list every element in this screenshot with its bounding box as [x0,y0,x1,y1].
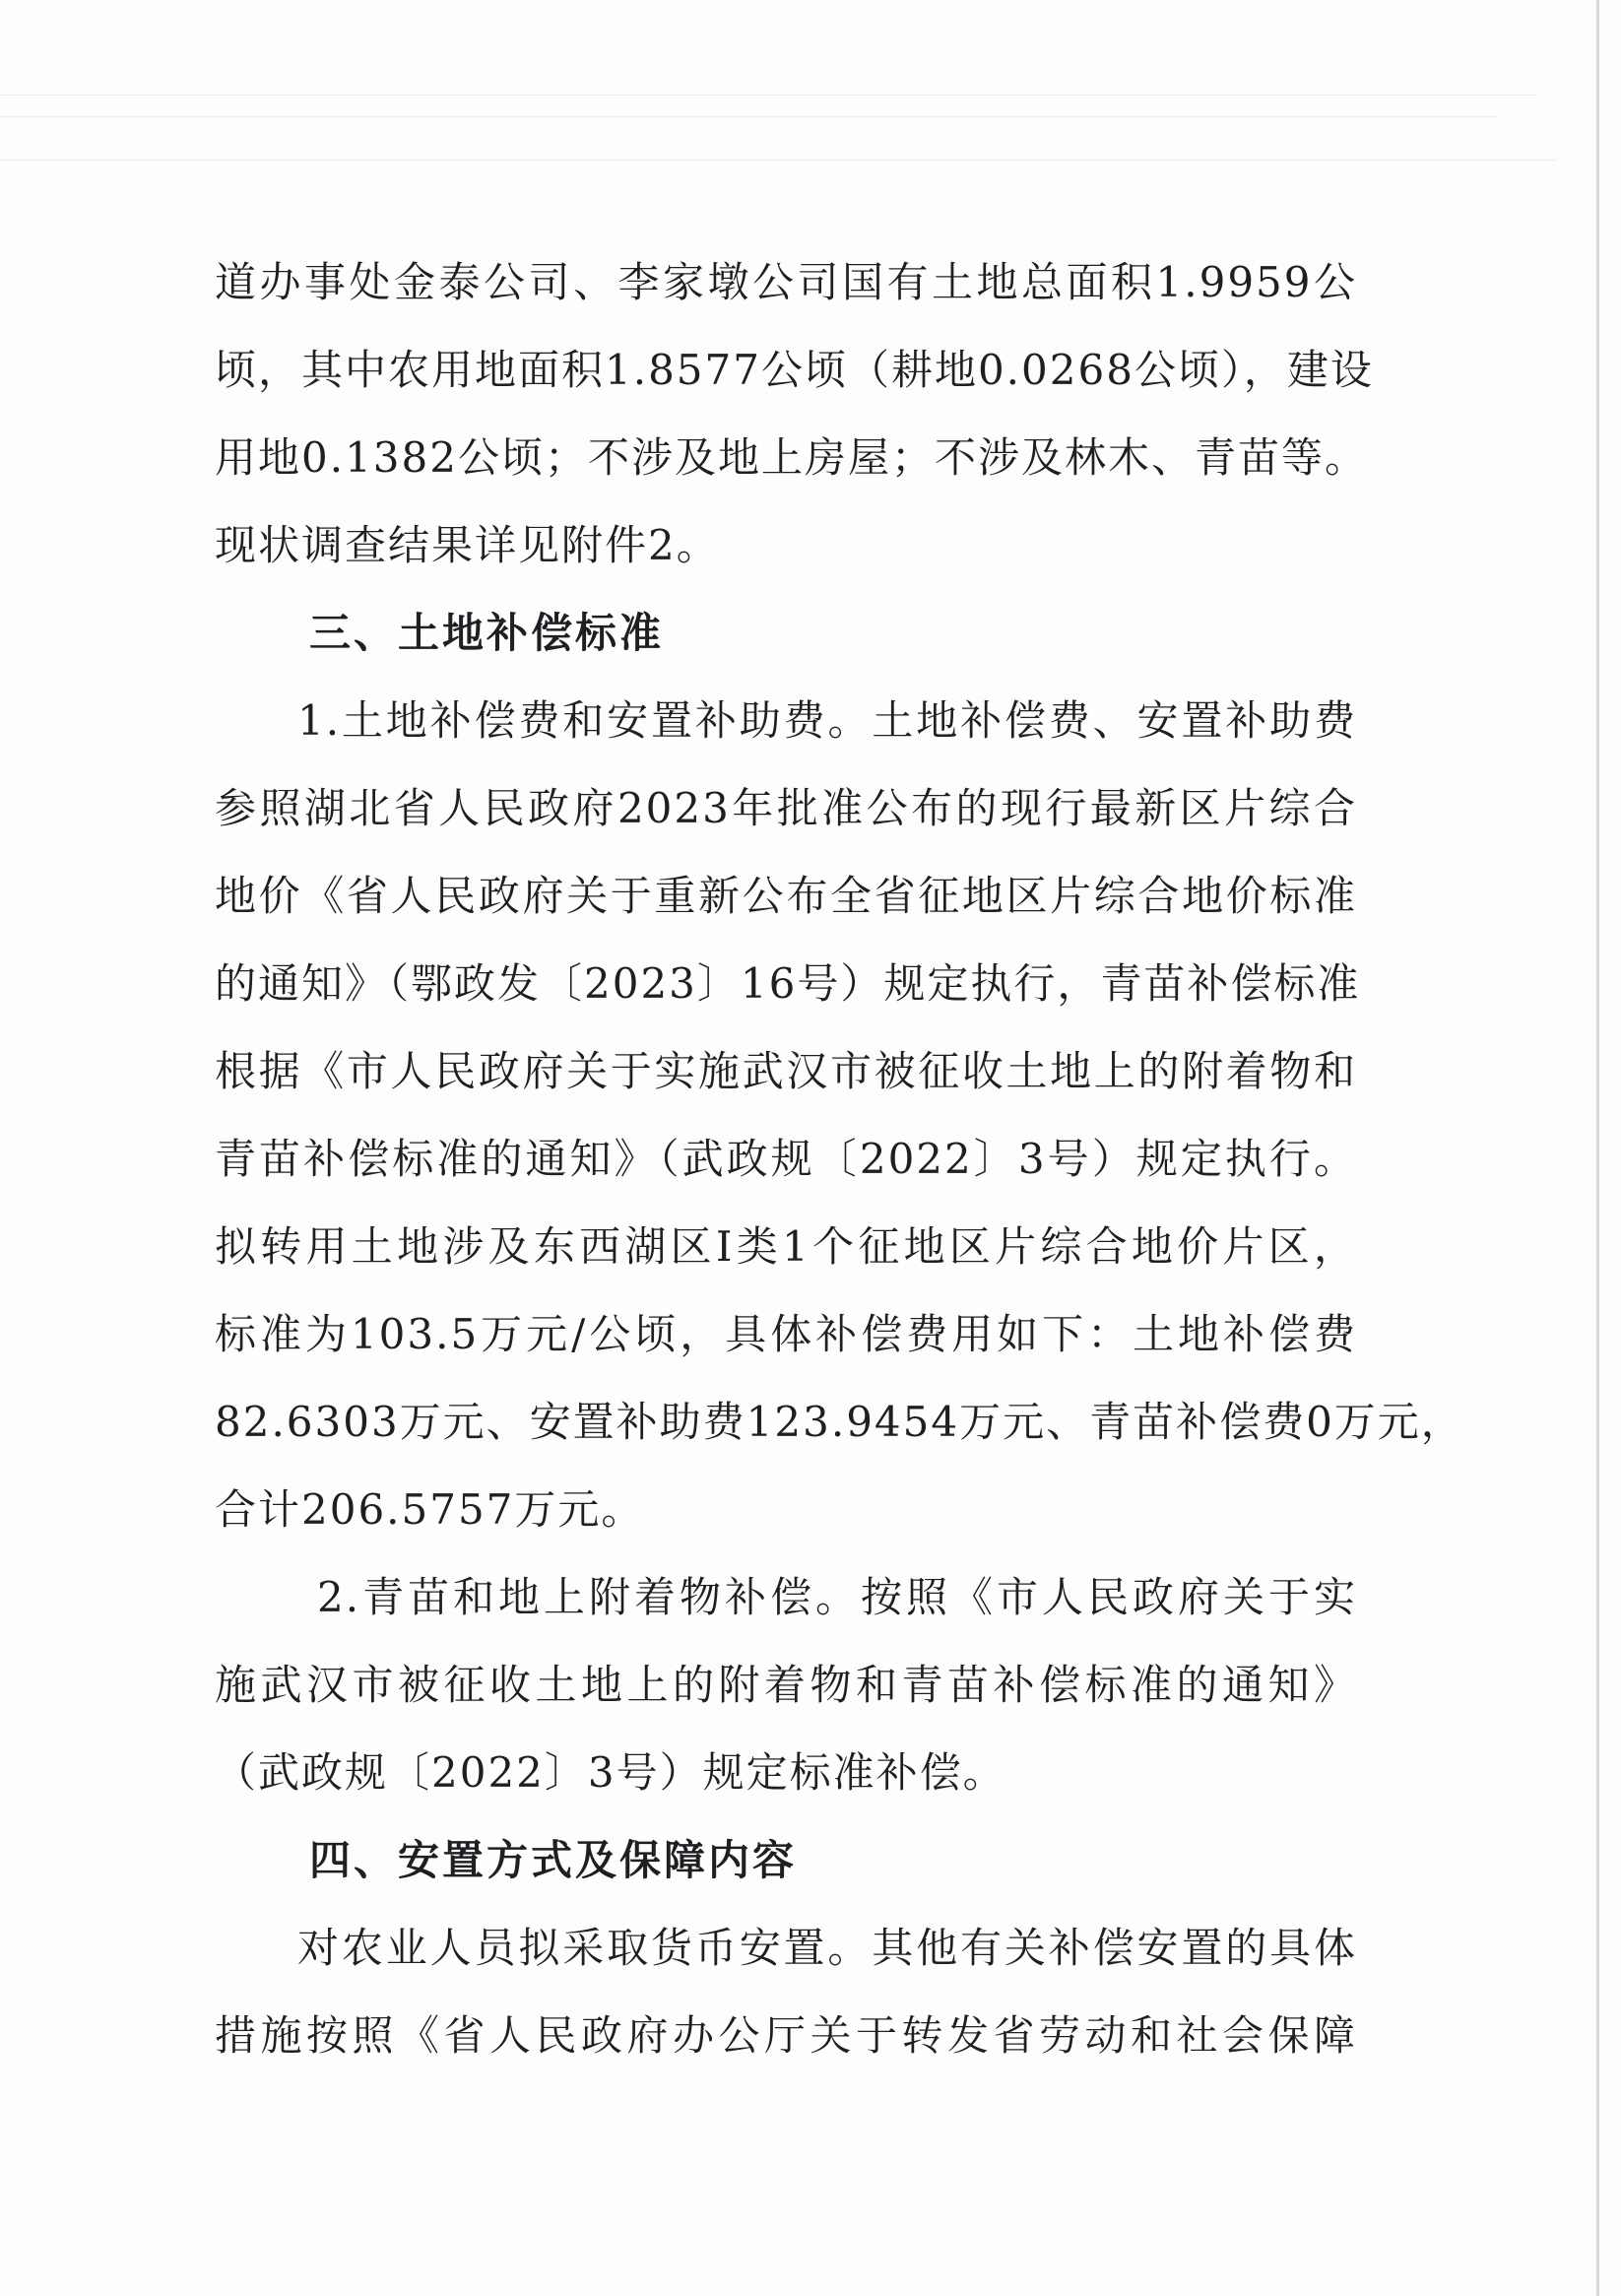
document-body [215,238,1464,2079]
body-line: 地价《省人民政府关于重新公布全省征地区片综合地价标准 [215,872,1357,920]
body-line: 现状调查结果详见附件2。 [215,521,720,569]
body-line: 82.6303万元、安置补助费123.9454万元、青苗补偿费0万元， [215,1398,1464,1446]
body-line: 道办事处金泰公司、李家墩公司国有土地总面积1.9959公 [215,258,1357,306]
body-line: 用地0.1382公顷；不涉及地上房屋；不涉及林木、青苗等。 [215,433,1368,482]
body-line: 合计206.5757万元。 [215,1485,645,1534]
body-line: 对农业人员拟采取货币安置。其他有关补偿安置的具体 [297,1924,1357,1972]
scan-artifact-line [0,116,1497,117]
body-line: （武政规〔2022〕3号）规定标准补偿。 [215,1748,1006,1797]
body-line: 措施按照《省人民政府办公厅关于转发省劳动和社会保障 [215,2011,1357,2060]
scan-artifact-line [0,95,1536,96]
section-heading: 四、安置方式及保障内容 [309,1836,798,1884]
body-line: 根据《市人民政府关于实施武汉市被征收土地上的附着物和 [215,1047,1357,1095]
body-line: 施武汉市被征收土地上的附着物和青苗补偿标准的通知》 [215,1661,1357,1709]
scan-edge [1596,0,1599,2296]
body-line: 顷，其中农用地面积1.8577公顷（耕地0.0268公顷），建设 [215,346,1374,394]
body-line: 1.土地补偿费和安置补助费。土地补偿费、安置补助费 [297,696,1357,745]
body-line: 的通知》（鄂政发〔2023〕16号）规定执行，青苗补偿标准 [215,959,1361,1008]
scan-artifact-line [0,160,1556,161]
body-line: 青苗补偿标准的通知》（武政规〔2022〕3号）规定执行。 [215,1135,1357,1183]
body-line: 拟转用土地涉及东西湖区Ⅰ类1个征地区片综合地价片区， [215,1222,1357,1271]
body-line: 2.青苗和地上附着物补偿。按照《市人民政府关于实 [317,1573,1357,1621]
section-heading: 三、土地补偿标准 [309,609,665,657]
body-line: 标准为103.5万元/公顷，具体补偿费用如下：土地补偿费 [215,1310,1357,1358]
body-line: 参照湖北省人民政府2023年批准公布的现行最新区片综合 [215,784,1357,832]
